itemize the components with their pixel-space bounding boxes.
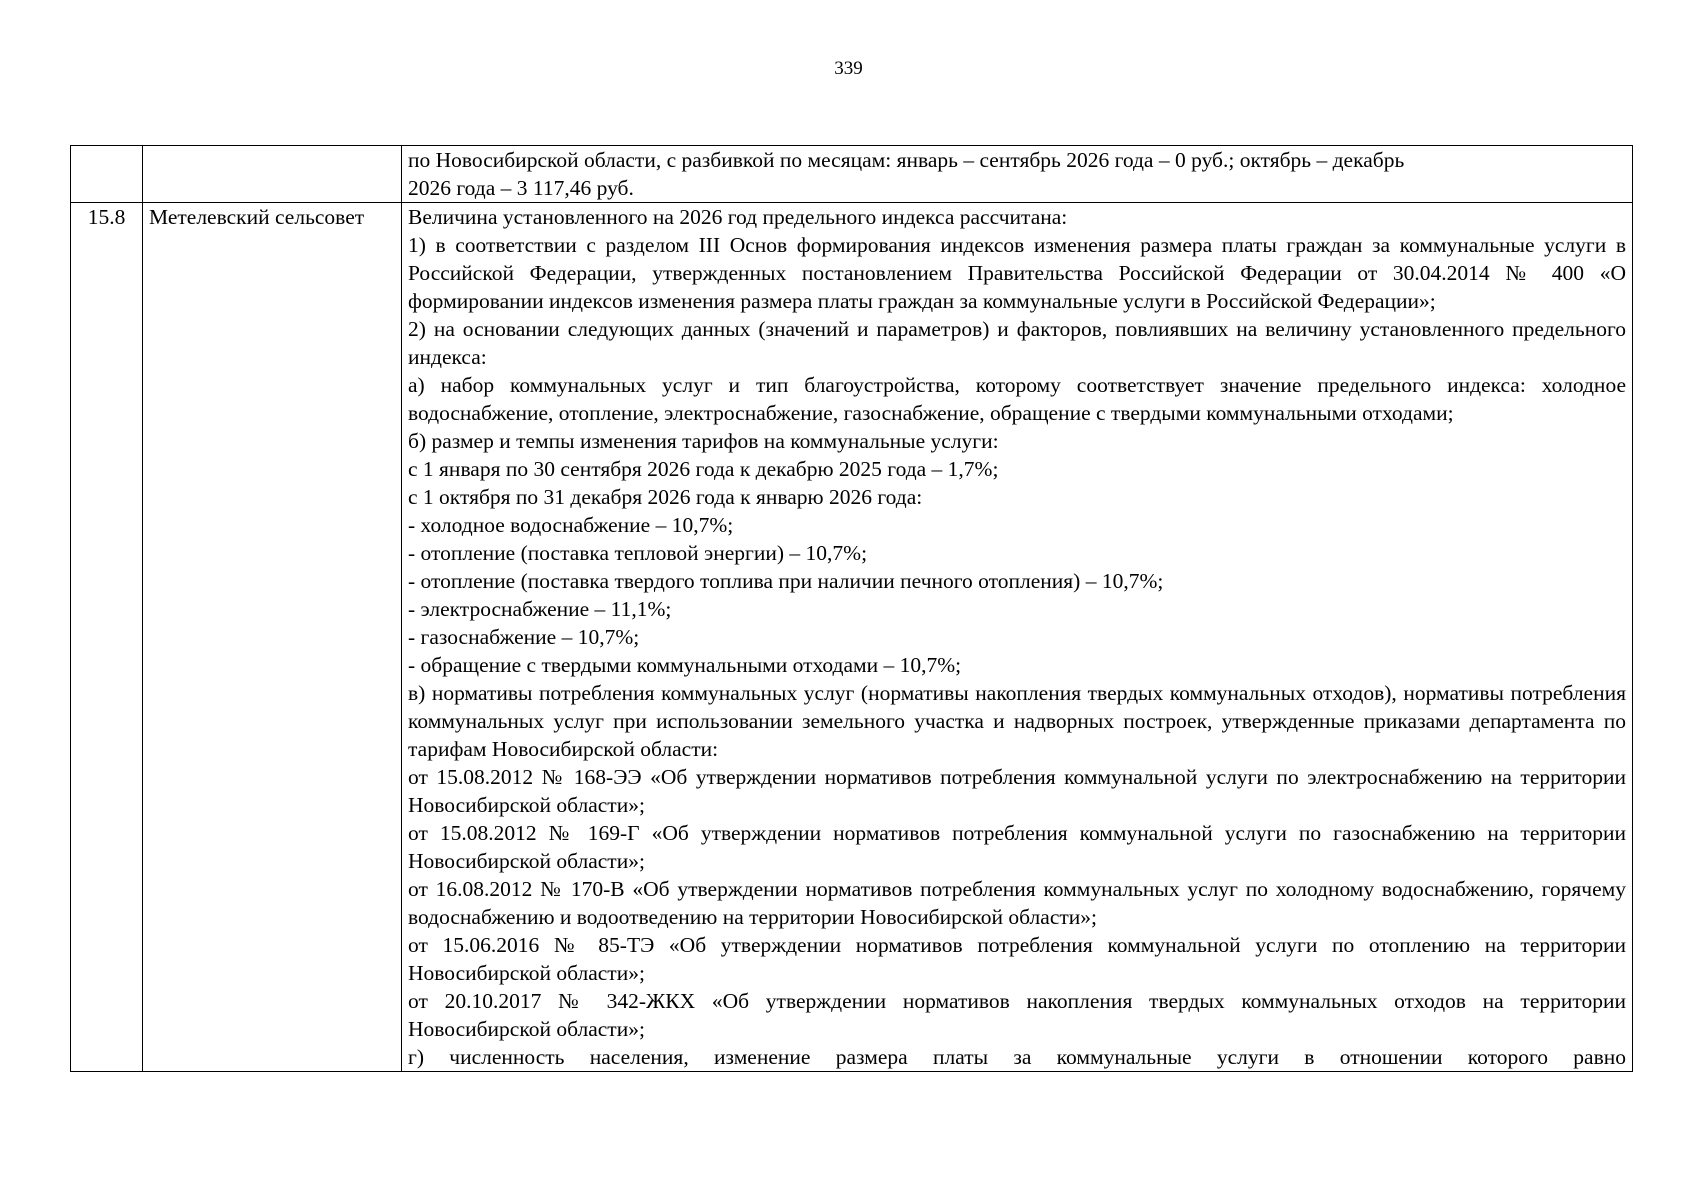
paragraph: - отопление (поставка тепловой энергии) – 10,7%; (408, 541, 868, 565)
paragraph-continued: г) численность населения, изменение размера платы за коммунальные услуги в отношении которого равно (408, 1045, 1626, 1069)
paragraph: Величина установленного на 2026 год предельного индекса рассчитана: (408, 205, 1068, 229)
paragraph: 2) на основании следующих данных (значений и параметров) и факторов, повлиявших на величину установленного предельного индекса: (408, 317, 1626, 369)
paragraph: - электроснабжение – 11,1%; (408, 597, 672, 621)
paragraph: от 20.10.2017 № 342-ЖКХ «Об утверждении нормативов накопления твердых коммунальных отходов на территории Новосибирской области»; (408, 989, 1626, 1041)
paragraph: от 15.06.2016 № 85-ТЭ «Об утверждении нормативов потребления коммунальной услуги по отоплению на территории Новосибирской области»; (408, 933, 1626, 985)
row-number-cell: 15.8 (71, 203, 143, 1072)
paragraph: в) нормативы потребления коммунальных услуг (нормативы накопления твердых коммунальных отходов), нормативы потребления коммунальных услуг при использовании земельного участка и надворных построек, утвержденные приказами департамента по тарифам Новосибирской области: (408, 681, 1626, 761)
tariff-index-table (70, 145, 1633, 1072)
paragraph: - холодное водоснабжение – 10,7%; (408, 513, 734, 537)
paragraph: с 1 октября по 31 декабря 2026 года к январю 2026 года: (408, 485, 923, 509)
municipality-name-cell: Метелевский сельсовет (143, 203, 402, 1072)
paragraph: - отопление (поставка твердого топлива при наличии печного отопления) – 10,7%; (408, 569, 1164, 593)
paragraph: б) размер и темпы изменения тарифов на коммунальные услуги: (408, 429, 999, 453)
paragraph: а) набор коммунальных услуг и тип благоустройства, которому соответствует значение предельного индекса: холодное водоснабжение, отопление, электроснабжение, газоснабжение, обращение с твердыми коммунальными отходами; (408, 373, 1626, 425)
page-number: 339 (834, 58, 863, 79)
row-number-cell (71, 146, 143, 203)
paragraph: от 16.08.2012 № 170-В «Об утверждении нормативов потребления коммунальных услуг по холодному водоснабжению, горячему водоснабжению и водоотведению на территории Новосибирской области»; (408, 877, 1626, 929)
text-line: 2026 года – 3 117,46 руб. (408, 176, 634, 200)
table-row (71, 146, 1633, 203)
paragraph: - газоснабжение – 10,7%; (408, 625, 640, 649)
paragraph: с 1 января по 30 сентября 2026 года к декабрю 2025 года – 1,7%; (408, 457, 999, 481)
municipality-name-cell (143, 146, 402, 203)
description-cell (402, 146, 1633, 203)
paragraph: от 15.08.2012 № 169-Г «Об утверждении нормативов потребления коммунальной услуги по газоснабжению на территории Новосибирской области»; (408, 821, 1626, 873)
paragraph: от 15.08.2012 № 168-ЭЭ «Об утверждении нормативов потребления коммунальной услуги по электроснабжению на территории Новосибирской области»; (408, 765, 1626, 817)
text-line: по Новосибирской области, с разбивкой по месяцам: январь – сентябрь 2026 года – 0 руб.; октябрь – декабрь (408, 148, 1405, 172)
paragraph: - обращение с твердыми коммунальными отходами – 10,7%; (408, 653, 962, 677)
paragraph: 1) в соответствии с разделом III Основ формирования индексов изменения размера платы граждан за коммунальные услуги в Российской Федерации, утвержденных постановлением Правительства Российской Федерации от 30.04.2014 № 400 «О формировании индексов изменения размера платы граждан за коммунальные услуги в Российской Федерации»; (408, 233, 1626, 313)
description-cell (402, 203, 1633, 1072)
table-row (71, 203, 1633, 1072)
